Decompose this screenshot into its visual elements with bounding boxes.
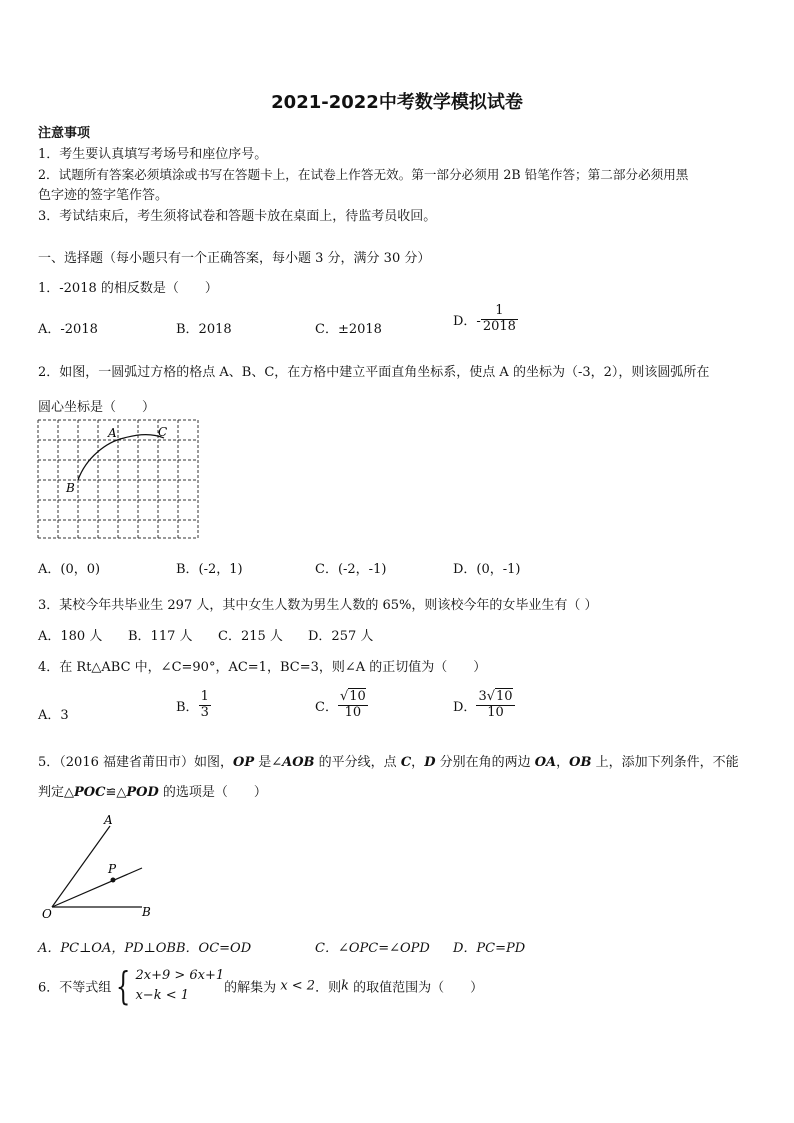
q4-option-c — [315, 690, 368, 721]
q2-stem-line-1: 2．如图，一圆弧过方格的格点 A、B、C，在方格中建立平面直角坐标系，使点 A 的坐标为（-3，2），则该圆弧所在 — [38, 365, 710, 380]
q6-mid-1: 的解集为 — [224, 980, 281, 996]
q5-option-c: C．∠OPC=∠OPD — [315, 941, 430, 956]
q3-option-d: D．257 人 — [308, 629, 374, 644]
q1-option-c: C．±2018 — [315, 322, 382, 337]
q4-d-radicand: 10 — [496, 689, 513, 704]
q5-option-d: D．PC=PD — [453, 941, 526, 956]
q4-option-b — [176, 690, 211, 721]
q3-option-a: A．180 人 — [38, 629, 103, 644]
q5-text: ， — [556, 755, 570, 770]
q1-d-numerator: 1 — [481, 304, 518, 320]
q4-stem: 4．在 Rt△ABC 中，∠C=90°，AC=1，BC=3，则∠A 的正切值为（ ） — [38, 660, 487, 675]
q4-c-numerator — [338, 690, 368, 706]
q5-label-o: O — [42, 907, 52, 921]
notice-line-3: 3．考试结束后，考生须将试卷和答题卡放在桌面上，待监考员收回。 — [38, 209, 437, 224]
q5-var-poc: POC — [74, 785, 106, 800]
q6-condition: x < 2 — [280, 978, 316, 994]
q6-system — [135, 966, 224, 1006]
notice-heading: 注意事项 — [38, 126, 91, 141]
q2-stem-line-2: 圆心坐标是（ ） — [38, 400, 156, 415]
q6-mid-2: ．则 — [315, 980, 342, 996]
q5-stem-line-2 — [38, 781, 267, 800]
q5-text: 的选项是（ ） — [158, 785, 267, 800]
q4-d-coefficient: 3 — [478, 689, 487, 704]
q4-c-prefix: C． — [315, 699, 338, 715]
page-title: 2021-2022中考数学模拟试卷 — [271, 92, 523, 113]
q2-option-d: D．(0，-1) — [453, 562, 521, 577]
q5-option-b: B．OC=OD — [176, 941, 252, 956]
q4-b-denominator: 3 — [200, 704, 209, 720]
q4-d-denominator: 10 — [487, 704, 504, 720]
q5-option-a: A．PC⊥OA，PD⊥OB — [38, 941, 176, 956]
q5-var-pod: POD — [126, 785, 159, 800]
q5-var-c: C — [400, 755, 412, 770]
q5-var-op: OP — [233, 755, 255, 770]
q1-d-denominator: 2018 — [482, 318, 516, 334]
q5-text: 分别在角的两边 — [435, 755, 535, 770]
q5-point-p — [111, 878, 116, 883]
q4-c-fraction — [338, 690, 368, 721]
q2-label-c: C — [158, 425, 168, 439]
q6-variable: k — [341, 978, 349, 994]
q5-var-oa: OA — [534, 755, 557, 770]
q1-option-a: A．-2018 — [38, 322, 98, 337]
q4-option-d — [453, 690, 515, 721]
q5-angle-figure — [36, 812, 166, 922]
q4-option-a: A．3 — [38, 708, 69, 723]
q1-option-d — [453, 304, 518, 335]
q5-stem-line-1 — [38, 751, 739, 770]
q5-var-d: D — [424, 755, 436, 770]
q6-equation-2: x−k < 1 — [135, 988, 189, 1003]
q4-b-numerator: 1 — [200, 689, 209, 704]
q1-option-b: B．2018 — [176, 322, 232, 337]
q2-option-b: B．(-2，1) — [176, 562, 243, 577]
q2-arc — [78, 435, 164, 480]
q5-text: 是∠ — [254, 755, 283, 770]
q4-b-prefix: B． — [176, 699, 199, 715]
q2-grid-figure — [36, 418, 200, 540]
q6-prefix: 6．不等式组 — [38, 980, 112, 996]
brace-icon: { — [116, 964, 131, 1008]
q2-grid-lines — [38, 420, 198, 538]
q5-text: ， — [411, 755, 425, 770]
q5-text: 的平分线，点 — [314, 755, 401, 770]
q5-var-ob: OB — [569, 755, 592, 770]
q2-option-a: A．(0，0) — [38, 562, 101, 577]
sqrt-icon: √ — [339, 689, 349, 704]
q1-stem: 1．-2018 的相反数是（ ） — [38, 281, 218, 296]
q4-d-fraction — [476, 690, 514, 721]
q5-label-b: B — [142, 905, 151, 919]
q2-label-b: B — [66, 481, 75, 495]
notice-line-2b: 色字迹的签字笔作答。 — [38, 188, 169, 203]
q4-d-prefix: D． — [453, 699, 477, 715]
q5-text: ≌△ — [105, 785, 127, 800]
q2-option-c: C．(-2，-1) — [315, 562, 387, 577]
q1-d-fraction — [481, 304, 518, 335]
q5-label-a: A — [104, 813, 113, 827]
q6-equation-1: 2x+9 > 6x+1 — [135, 968, 225, 983]
sqrt-icon: √ — [486, 689, 496, 704]
q5-text: 判定△ — [38, 785, 74, 800]
q1-d-prefix: D．- — [453, 313, 481, 329]
q4-c-denominator: 10 — [344, 704, 362, 720]
q5-text: 5．（2016 福建省莆田市）如图， — [38, 755, 233, 770]
q5-label-p: P — [108, 862, 117, 876]
q4-b-fraction — [199, 690, 211, 721]
notice-line-2a: 2．试题所有答案必须填涂或书写在答题卡上，在试卷上作答无效。第一部分必须用 2B 铅笔作答；第二部分必须用黑 — [38, 167, 689, 182]
q3-stem: 3．某校今年共毕业生 297 人，其中女生人数为男生人数的 65%，则该校今年的女毕业生有（ ） — [38, 598, 598, 613]
q3-option-b: B．117 人 — [128, 629, 193, 644]
q5-var-aob: AOB — [282, 755, 315, 770]
q6-stem — [38, 966, 483, 1006]
q4-d-numerator — [476, 690, 514, 706]
q3-option-c: C．215 人 — [218, 629, 283, 644]
q4-c-radicand: 10 — [349, 689, 366, 704]
q6-suffix: 的取值范围为（ ） — [348, 980, 484, 996]
q5-text: 上，添加下列条件，不能 — [591, 755, 739, 770]
section-heading: 一、选择题（每小题只有一个正确答案，每小题 3 分，满分 30 分） — [38, 251, 431, 266]
notice-line-1: 1．考生要认真填写考场号和座位序号。 — [38, 147, 268, 162]
q2-label-a: A — [108, 426, 117, 440]
